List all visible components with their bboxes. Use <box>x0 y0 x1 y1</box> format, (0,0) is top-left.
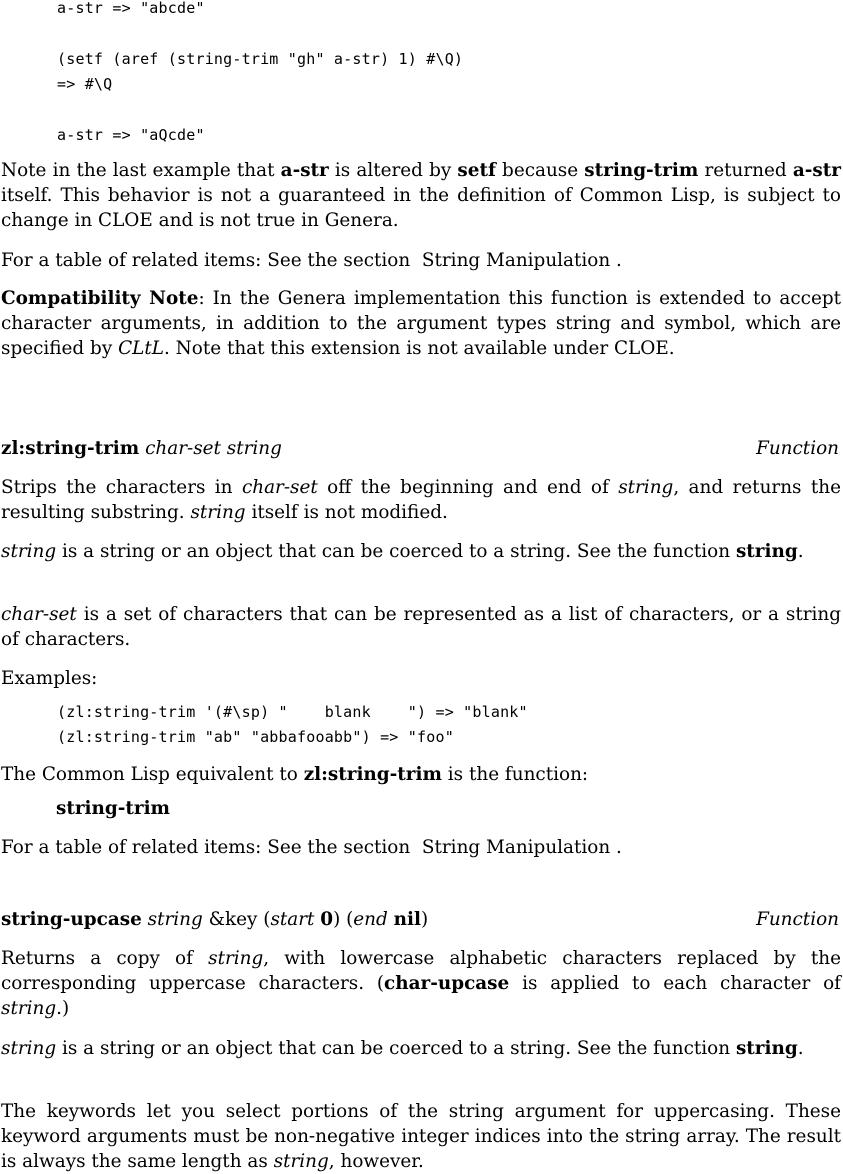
code-line: (setf (aref (string-trim "gh" a-str) 1) #\Q) <box>57 50 464 68</box>
equivalent-function: string-trim <box>56 798 171 819</box>
code-line: => #\Q <box>57 75 113 93</box>
equivalent-paragraph: The Common Lisp equivalent to zl:string-trim is the function: <box>1 764 589 785</box>
function-args: char-set string <box>145 438 282 459</box>
string-upcase-header: string-upcase string &key (start 0) (end nil) Function <box>1 909 839 930</box>
zl-string-trim-header <box>1 436 841 461</box>
code-line: a-str => "aQcde" <box>57 126 205 144</box>
compatibility-note: Compatibility Note: In the Genera implementation this function is extended to accept character arguments, in addition to the argument types string and symbol, which are specified by CLtL. Note that this extension is not available under CLOE. <box>1 288 841 359</box>
code-line: a-str => "abcde" <box>57 0 205 17</box>
zltrim-desc-1: Strips the characters in char-set off the beginning and end of string, and returns the resulting substring. string itself is not modified. <box>1 477 841 523</box>
related-items-1: For a table of related items: See the section String Manipulation . <box>1 250 622 271</box>
related-items-2: For a table of related items: See the section String Manipulation . <box>1 837 622 858</box>
upcase-desc-2: string is a string or an object that can be coerced to a string. See the function string. <box>1 1038 804 1059</box>
entry-kind: Function <box>756 909 839 930</box>
upcase-desc-3: The keywords let you select portions of the string argument for uppercasing. These keyword arguments must be non-negative integer indices into the string array. The result is always the same length as string, however. <box>1 1101 841 1172</box>
zltrim-desc-2: string is a string or an object that can be coerced to a string. See the function string. <box>1 541 804 562</box>
function-name: string-upcase <box>1 909 142 930</box>
code-line: (zl:string-trim "ab" "abbafooabb") => "foo" <box>57 728 454 746</box>
function-name: zl:string-trim <box>1 438 140 459</box>
zltrim-desc-3: char-set is a set of characters that can be represented as a list of characters, or a string of characters. <box>1 604 841 650</box>
note-paragraph: Note in the last example that a-str is altered by setf because string-trim returned a-str itself. This behavior is not a guaranteed in the definition of Common Lisp, is subject to change in CLOE and is not true in Genera. <box>1 160 841 231</box>
entry-kind: Function <box>756 438 839 459</box>
examples-label: Examples: <box>1 668 98 689</box>
code-line: (zl:string-trim '(#\sp) " blank ") => "blank" <box>57 703 528 721</box>
upcase-desc-1: Returns a copy of string, with lowercase alphabetic characters replaced by the corresponding uppercase characters. (char-upcase is applied to each character of string.) <box>1 948 841 1019</box>
